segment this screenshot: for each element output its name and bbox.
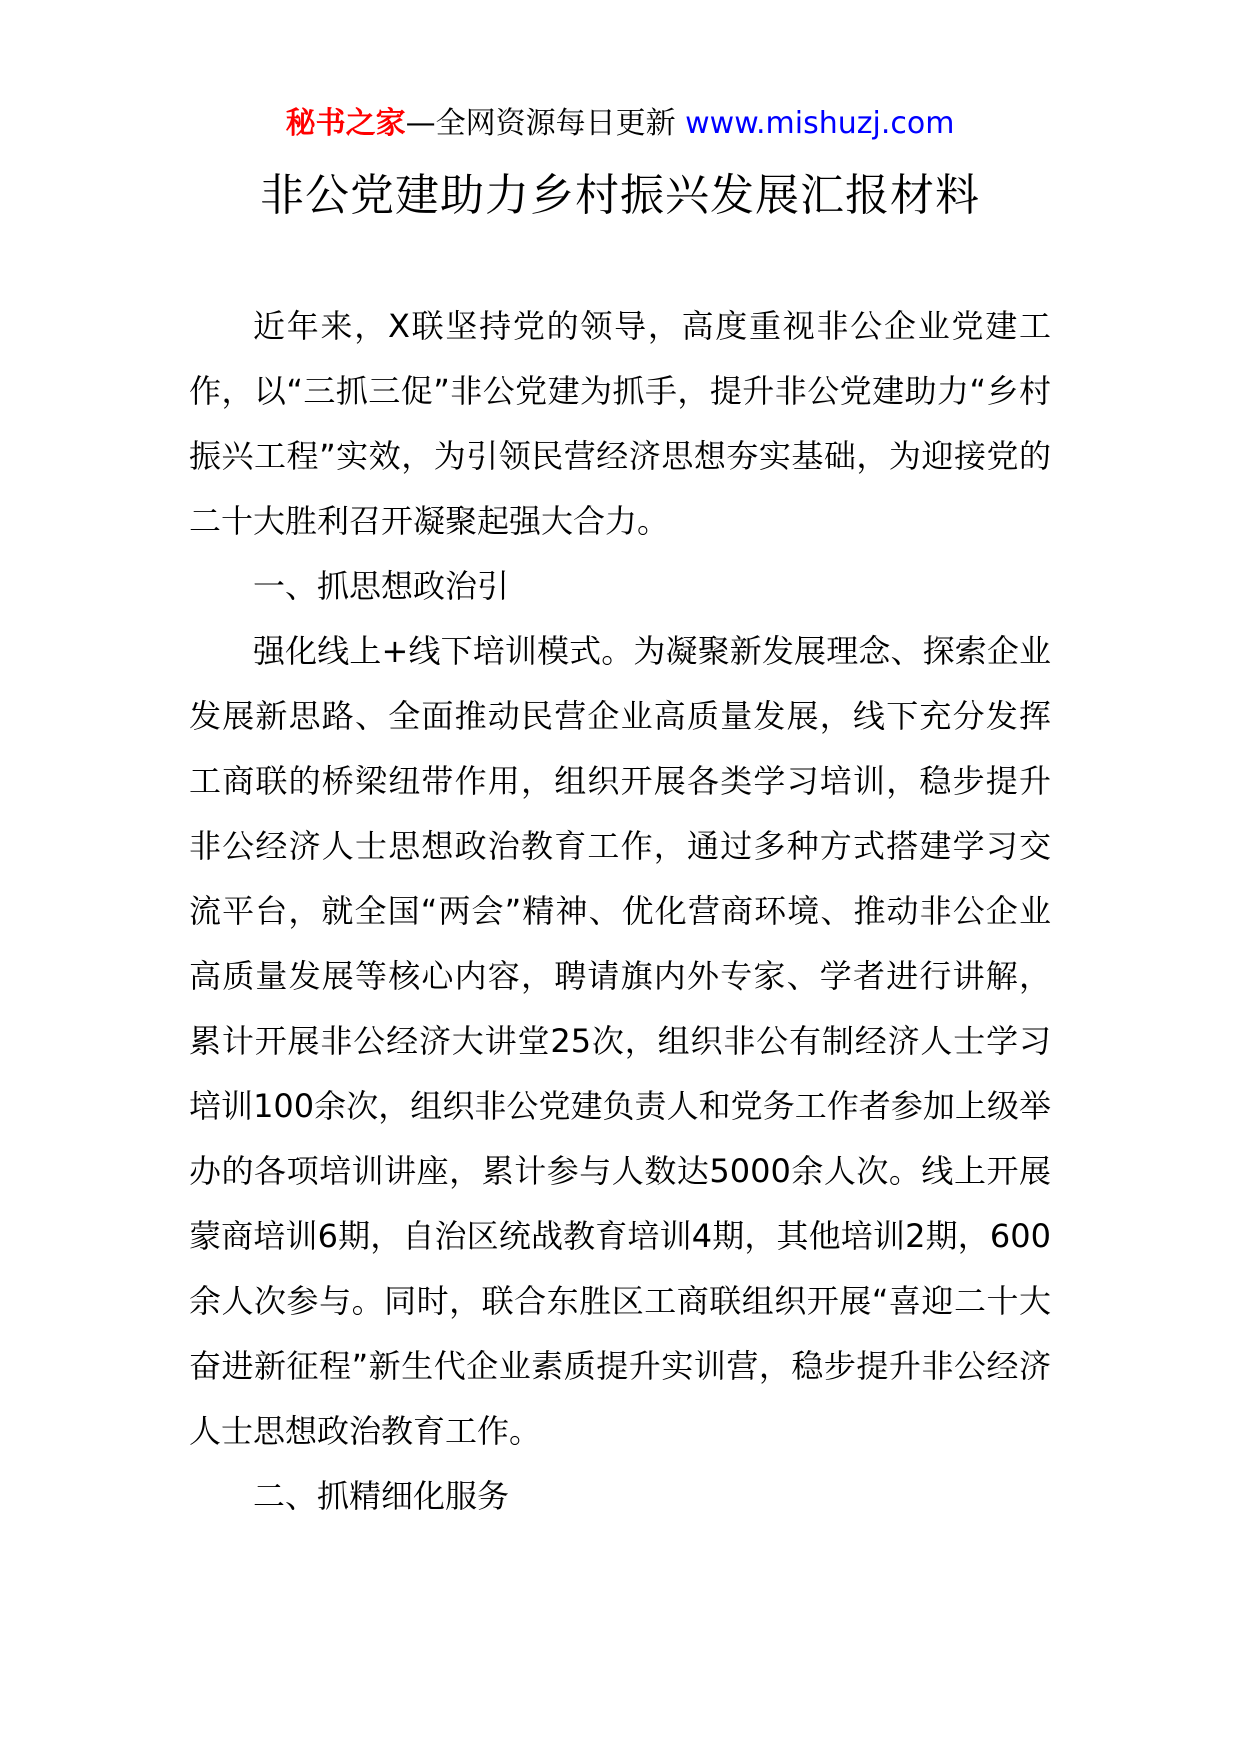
site-url-link[interactable]: www.mishuzj.com (685, 106, 955, 141)
section-2-heading: 二、抓精细化服务 (253, 1477, 510, 1515)
site-header (0, 104, 1240, 144)
document-title: 非公党建助力乡村振兴发展汇报材料 (260, 170, 980, 221)
section-1-paragraph: 强化线上+线下培训模式。为凝聚新发展理念、探索企业发展新思路、全面推动民营企业高质量发展，线下充分发挥工商联的桥梁纽带作用，组织开展各类学习培训，稳步提升非公经济人士思想政治教育工作，通过多种方式搭建学习交流平台，就全国“两会”精神、优化营商环境、推动非公企业高质量发展等核心内容，聘请旗内外专家、学者进行讲解，累计开展非公经济大讲堂25次，组织非公有制经济人士学习培训100余次，组织非公党建负责人和党务工作者参加上级举办的各项培训讲座，累计参与人数达5000余人次。线上开展蒙商培训6期，自治区统战教育培训4期，其他培训2期，600余人次参与。同时，联合东胜区工商联组织开展“喜迎二十大奋进新征程”新生代企业素质提升实训营，稳步提升非公经济人士思想政治教育工作。 (189, 632, 1051, 1450)
section-1-heading: 一、抓思想政治引 (253, 567, 510, 605)
brand-name: 秘书之家 (285, 106, 406, 141)
header-tagline: —全网资源每日更新 (405, 106, 686, 141)
document-body (189, 294, 1051, 1529)
intro-paragraph: 近年来，X联坚持党的领导，高度重视非公企业党建工作，以“三抓三促”非公党建为抓手，提升非公党建助力“乡村振兴工程”实效，为引领民营经济思想夯实基础，为迎接党的二十大胜利召开凝聚起强大合力。 (189, 307, 1051, 540)
